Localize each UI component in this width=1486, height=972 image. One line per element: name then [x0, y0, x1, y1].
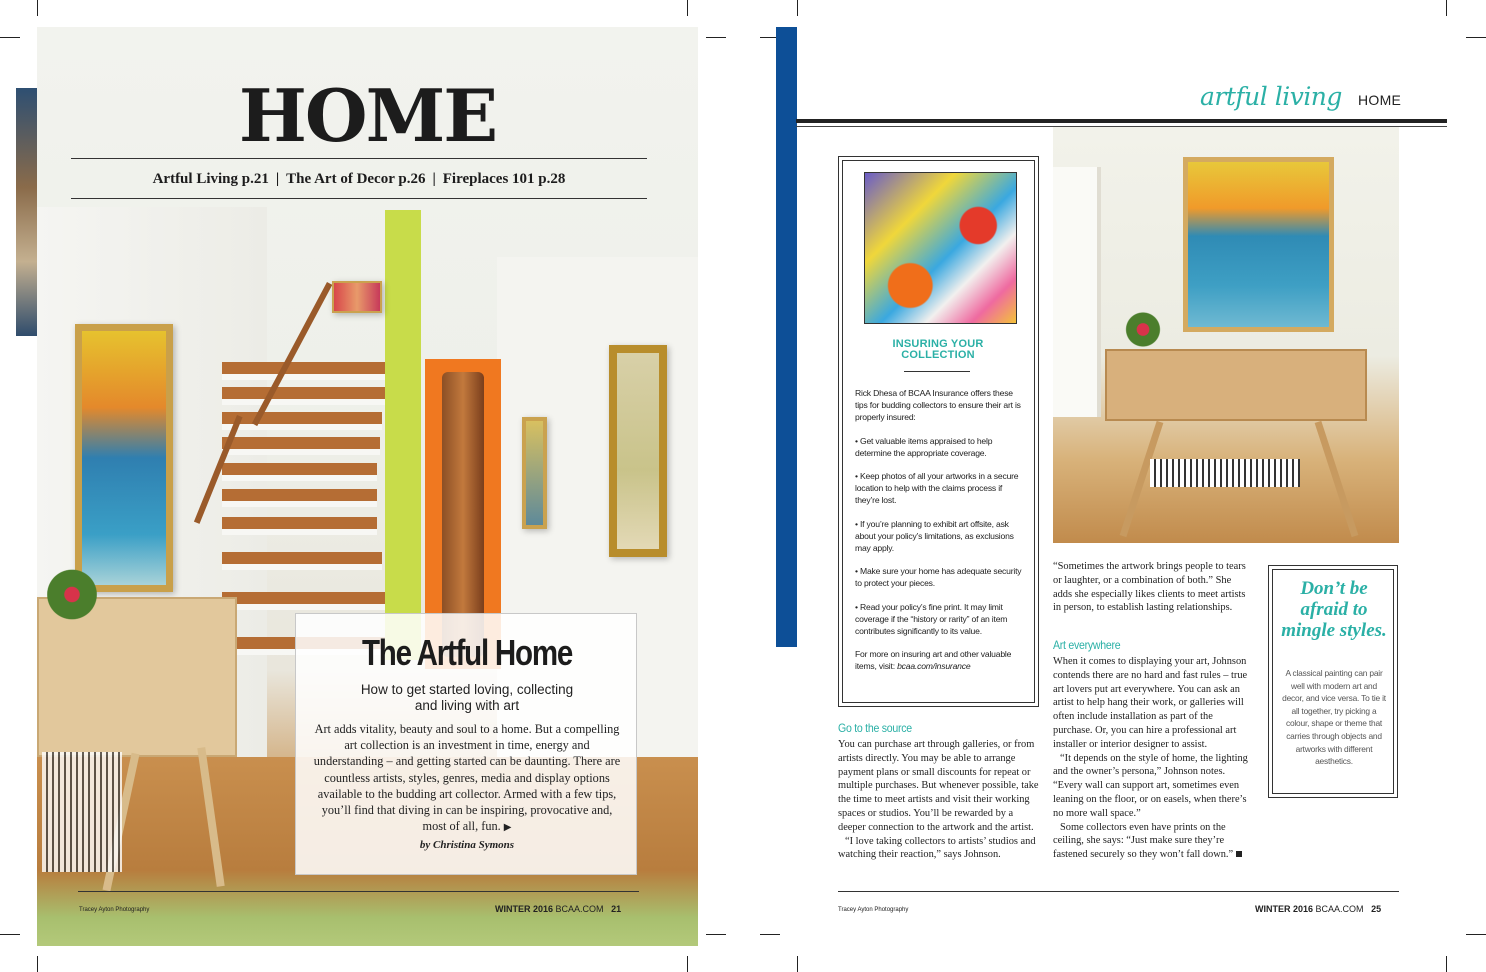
- body-paragraph: You can purchase art through galleries, or from artists directly. You may be able to arrange payment plans or small discounts for repeat or multiple purchases. But whenever possible, take the time to meet artists and visit their working spaces or studios. You’ll be rewarded by a deeper connection to the artwork and the artist.: [838, 739, 1039, 833]
- feature-body-text: Art adds vitality, beauty and soul to a home. But a compelling art collection is an investment in time, energy and understanding – and getting started can be daunting. There are countless artists, styles, genres, media and display options available to the budding art collector. Armed with a few tips, you’ll find that diving in can be inspiring, provocative and, most of all, fun.: [313, 722, 621, 834]
- nav-link-fireplaces[interactable]: Fireplaces 101 p.28: [442, 171, 566, 187]
- body-column-1: [838, 738, 1041, 862]
- crop-mark: [760, 934, 780, 935]
- sidebar-divider: [904, 371, 970, 372]
- subhead-art-everywhere: Art everywhere: [1053, 638, 1121, 652]
- folio-page-number: 21: [611, 904, 622, 914]
- abstract-painting-image: [864, 172, 1017, 324]
- header-rule-thick: [796, 119, 1447, 123]
- feature-body: [310, 721, 624, 836]
- sidebar-tip: • Keep photos of all your artworks in a secure location to help with the claims process if they’re lost.: [855, 471, 1019, 506]
- blue-accent-bar: [776, 27, 797, 647]
- end-mark-icon: [1236, 851, 1242, 857]
- sidebar-paragraph: Rick Dhesa of BCAA Insurance offers these tips for budding collectors to ensure their art is properly insured:: [855, 388, 1021, 423]
- body-column-2: [1053, 655, 1248, 862]
- folio-issue: WINTER 2016: [1255, 904, 1314, 914]
- sidebar-tip: • If you’re planning to exhibit art offsite, ask about your policy’s limitations, as exclusions may apply.: [855, 518, 1014, 554]
- crop-mark: [797, 956, 798, 972]
- nav-link-art-of-decor[interactable]: The Art of Decor p.26: [286, 171, 426, 187]
- body-paragraph: When it comes to displaying your art, Johnson contends there are no hard and fast rules – true art lovers put art everywhere. You can ask an artist to help hang their work, or galleries will often include installation as part of the purchase. Or, you can hire a professional art installer or interior designer to assist.: [1053, 656, 1248, 750]
- sidebar-closing: [855, 648, 1027, 672]
- folio-page-number: 25: [1371, 904, 1382, 914]
- feature-subtitle: How to get started loving, collecting and living with art: [360, 682, 574, 713]
- subhead-go-to-source: Go to the source: [838, 721, 912, 735]
- insurance-link[interactable]: bcaa.com/insurance: [897, 661, 971, 672]
- footer-rule: [838, 891, 1399, 892]
- feature-title: The Artful Home: [361, 632, 573, 673]
- body-paragraph: “Sometimes the artwork brings people to tears or laughter, or a combination of both.” She adds she especially likes clients to meet artists in person, to establish lasting relationships.: [1053, 561, 1246, 614]
- crop-mark: [687, 0, 688, 16]
- title-rule-top: [71, 158, 647, 159]
- sideboard-room-photo: [1053, 127, 1399, 543]
- photo-credit: Tracey Ayton Photography: [79, 907, 150, 913]
- sidebar-tip: • Read your policy’s fine print. It may limit coverage if the “history or rarity” of an item contributes significantly to its value.: [855, 601, 1008, 637]
- sidebar-text: [855, 387, 1027, 684]
- crop-mark: [0, 37, 20, 38]
- crop-mark: [1446, 0, 1447, 16]
- body-column-2-top: [1053, 560, 1248, 615]
- feature-intro-box: [295, 613, 637, 875]
- body-paragraph: [1053, 821, 1248, 862]
- footer-rule: [78, 891, 639, 892]
- adjacent-page-strip: [16, 88, 37, 336]
- folio: [495, 904, 621, 914]
- crop-mark: [1466, 37, 1486, 38]
- crop-mark: [706, 37, 726, 38]
- pull-quote-text: A classical painting can pair well with modern art and decor, and vice versa. To tie it all together, try picking a colour, shape or theme that carries through objects and artworks with different aesthetics.: [1282, 668, 1386, 767]
- crop-mark: [37, 0, 38, 16]
- running-head-section: HOME: [1358, 92, 1402, 108]
- left-page: [37, 27, 698, 946]
- crop-mark: [1466, 934, 1486, 935]
- crop-mark: [1446, 956, 1447, 972]
- folio-issue: WINTER 2016: [495, 904, 554, 914]
- title-rule-bottom: [71, 198, 647, 199]
- continue-arrow-icon: ▶: [503, 822, 512, 834]
- running-head-italic: artful living: [1200, 82, 1342, 111]
- crop-mark: [687, 956, 688, 972]
- crop-mark: [0, 934, 20, 935]
- body-paragraph-text: Some collectors even have prints on the ceiling, she says: “Just make sure they’re fastened securely so they won’t fall down.”: [1053, 821, 1234, 861]
- section-title: HOME: [238, 73, 497, 158]
- sidebar-tip: • Make sure your home has adequate security to protect your pieces.: [855, 566, 1022, 589]
- sidebar-tip: • Get valuable items appraised to help determine the appropriate coverage.: [855, 435, 993, 458]
- photo-credit: Tracey Ayton Photography: [838, 907, 909, 913]
- nav-separator: |: [275, 171, 280, 187]
- pull-quote-headline: Don’t be afraid to mingle styles.: [1281, 578, 1387, 641]
- sidebar-title: INSURING YOUR COLLECTION: [892, 338, 984, 361]
- body-paragraph: “It depends on the style of home, the lighting and the owner’s persona,” Johnson notes. “Every wall can support art, sometimes even leaning on the floor, or on easels, when there’s no more wall space.”: [1053, 752, 1248, 819]
- byline: by Christina Symons: [419, 839, 515, 851]
- body-paragraph: “I love taking collectors to artists’ studios and watching their reaction,” says Johnson.: [838, 835, 1036, 861]
- crop-mark: [706, 934, 726, 935]
- crop-mark: [797, 0, 798, 16]
- nav-link-artful-living[interactable]: Artful Living p.21: [152, 171, 269, 187]
- sidebar-closing-text: For more on insuring art and other valuable items, visit:: [855, 649, 1012, 672]
- nav-separator: |: [432, 171, 436, 187]
- folio-site: BCAA.COM: [555, 904, 604, 914]
- crop-mark: [37, 956, 38, 972]
- contents-nav: [71, 171, 647, 188]
- folio-site: BCAA.COM: [1315, 904, 1364, 914]
- folio: [1255, 904, 1381, 914]
